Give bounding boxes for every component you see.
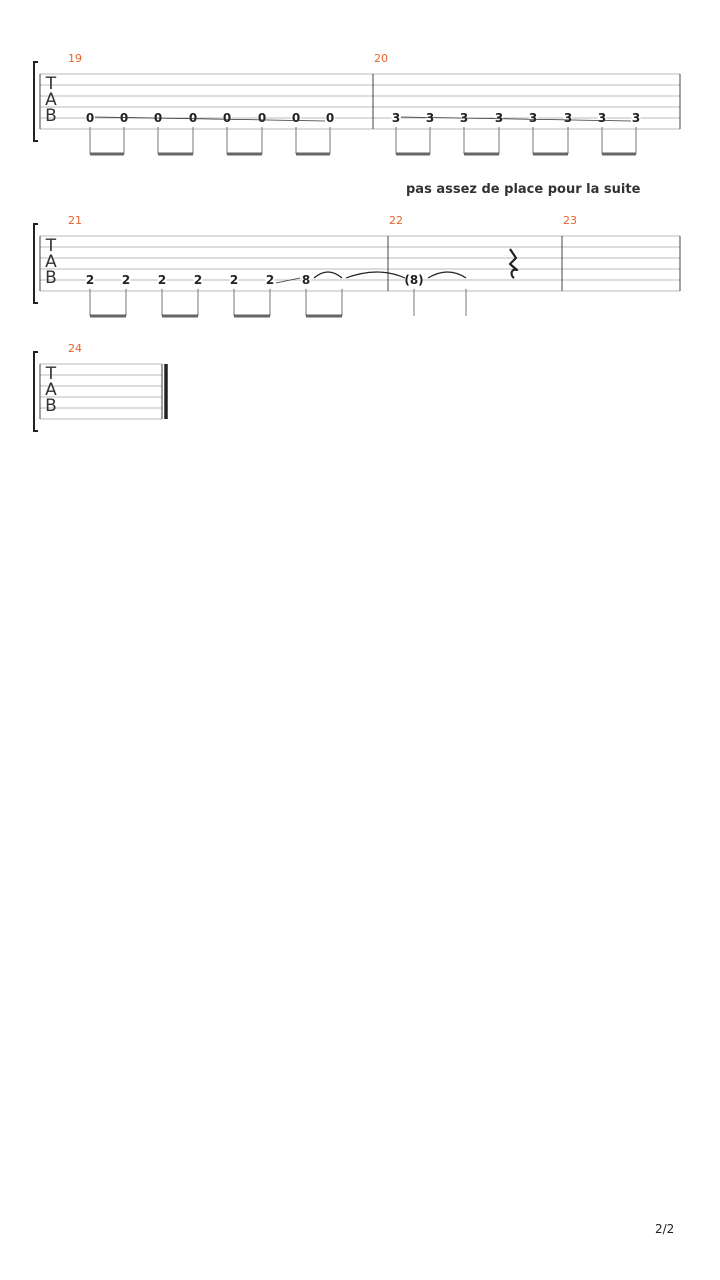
tab-clef-letter: B <box>45 268 57 288</box>
fret-number: 0 <box>325 111 335 125</box>
fret-number: (8) <box>404 273 424 287</box>
tab-clef-letter: B <box>45 396 57 416</box>
fret-number: 0 <box>188 111 198 125</box>
system-bracket <box>34 62 38 141</box>
measure-number: 24 <box>68 342 82 355</box>
fret-number: 3 <box>425 111 435 125</box>
fret-number: 2 <box>193 273 203 287</box>
tab-clef-letter: T <box>45 364 57 384</box>
quarter-rest-symbol <box>510 249 517 278</box>
fret-number: 3 <box>597 111 607 125</box>
tab-clef-letter: B <box>45 106 57 126</box>
fret-number: 3 <box>391 111 401 125</box>
fret-number: 0 <box>153 111 163 125</box>
fret-number: 0 <box>119 111 129 125</box>
tab-clef-letter: A <box>45 380 57 400</box>
tie-arc <box>346 272 405 278</box>
tie-arc <box>428 272 466 278</box>
tab-clef-letter: A <box>45 252 57 272</box>
measure-number: 22 <box>389 214 403 227</box>
tie-arc <box>314 272 342 278</box>
tab-clef-letter: A <box>45 90 57 110</box>
text-annotation: pas assez de place pour la suite <box>406 182 641 197</box>
system-bracket <box>34 224 38 303</box>
page-number: 2/2 <box>655 1222 675 1236</box>
system-bracket <box>34 352 38 431</box>
fret-number: 2 <box>265 273 275 287</box>
fret-number: 2 <box>229 273 239 287</box>
fret-number: 2 <box>157 273 167 287</box>
fret-number: 0 <box>222 111 232 125</box>
fret-number: 3 <box>528 111 538 125</box>
measure-number: 21 <box>68 214 82 227</box>
fret-number: 2 <box>121 273 131 287</box>
fret-number: 3 <box>563 111 573 125</box>
fret-number: 0 <box>291 111 301 125</box>
tab-clef-letter: T <box>45 236 57 256</box>
fret-number: 0 <box>85 111 95 125</box>
fret-number: 2 <box>85 273 95 287</box>
fret-number: 3 <box>459 111 469 125</box>
fret-number: 0 <box>257 111 267 125</box>
measure-number: 23 <box>563 214 577 227</box>
tab-clef-letter: T <box>45 74 57 94</box>
fret-number: 3 <box>494 111 504 125</box>
fret-number: 8 <box>301 273 311 287</box>
fret-number: 3 <box>631 111 641 125</box>
measure-number: 20 <box>374 52 388 65</box>
measure-number: 19 <box>68 52 82 65</box>
